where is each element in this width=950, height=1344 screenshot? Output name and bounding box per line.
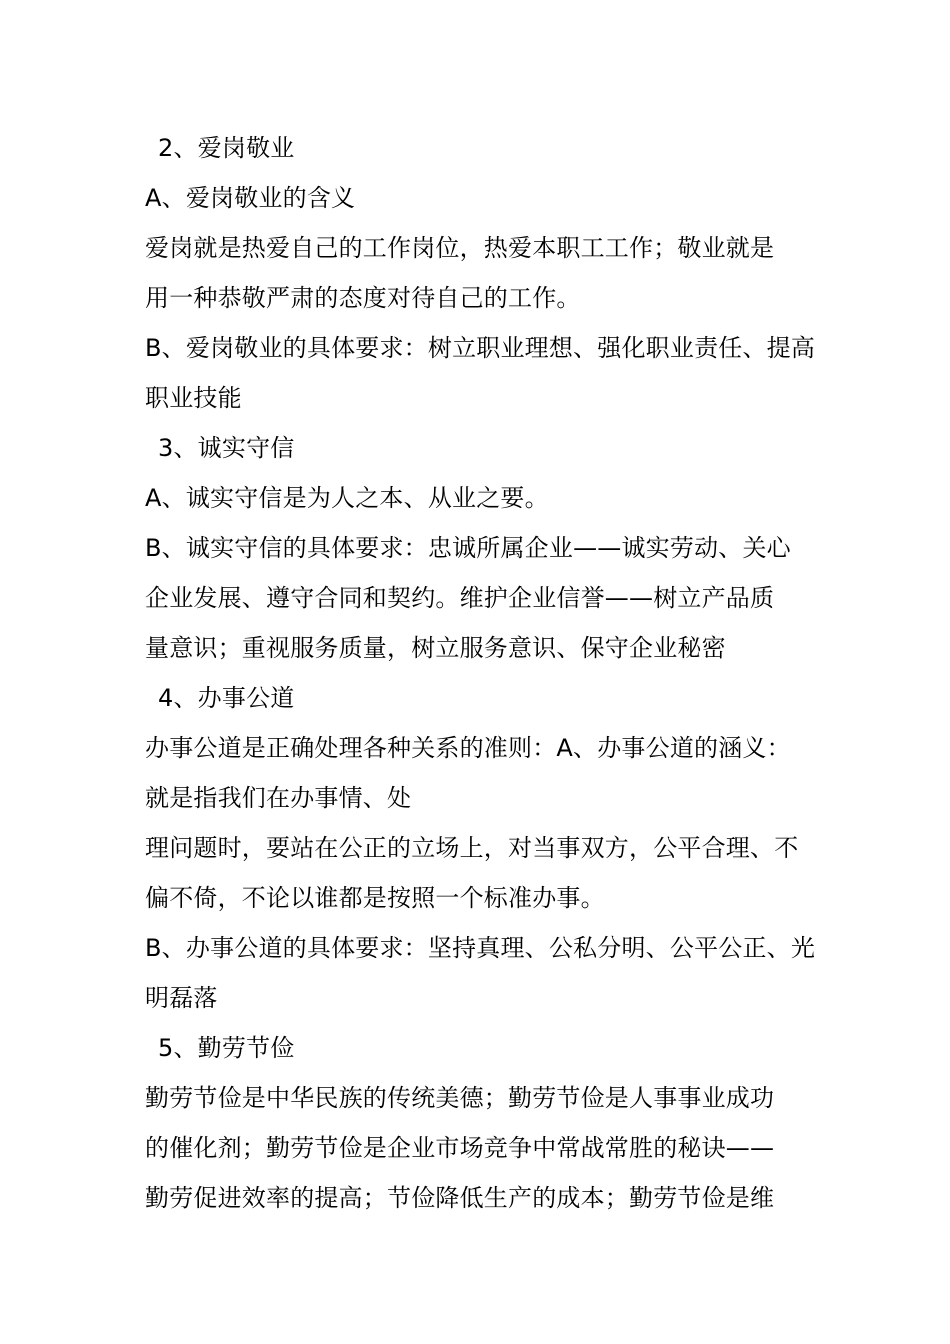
paragraph-line: 企业发展、遵守合同和契约。维护企业信誉——树立产品质	[145, 584, 775, 612]
paragraph-line: 用一种恭敬严肃的态度对待自己的工作。	[145, 284, 581, 312]
paragraph-line: B、爱岗敬业的具体要求：树立职业理想、强化职业责任、提高	[145, 334, 816, 362]
paragraph-line: B、办事公道的具体要求：坚持真理、公私分明、公平公正、光	[145, 934, 816, 962]
paragraph-line: A、爱岗敬业的含义	[145, 184, 356, 212]
paragraph-line: 职业技能	[145, 384, 242, 412]
section-heading-3: 3、诚实守信	[158, 434, 295, 462]
paragraph-line: 就是指我们在办事情、处	[145, 784, 412, 812]
paragraph-line: 勤劳节俭是中华民族的传统美德；勤劳节俭是人事事业成功	[145, 1084, 775, 1112]
paragraph-line: B、诚实守信的具体要求：忠诚所属企业——诚实劳动、关心	[145, 534, 791, 562]
section-heading-2: 2、爱岗敬业	[158, 134, 295, 162]
paragraph-line: 的催化剂；勤劳节俭是企业市场竞争中常战常胜的秘诀——	[145, 1134, 775, 1162]
paragraph-line: 偏不倚，不论以谁都是按照一个标准办事。	[145, 884, 605, 912]
paragraph-line: 理问题时，要站在公正的立场上，对当事双方，公平合理、不	[145, 834, 799, 862]
paragraph-line: A、诚实守信是为人之本、从业之要。	[145, 484, 549, 512]
paragraph-line: 明磊落	[145, 984, 218, 1012]
section-heading-4: 4、办事公道	[158, 684, 295, 712]
paragraph-line: 办事公道是正确处理各种关系的准则：A、办事公道的涵义：	[145, 734, 791, 762]
section-heading-5: 5、勤劳节俭	[158, 1034, 295, 1062]
paragraph-line: 勤劳促进效率的提高；节俭降低生产的成本；勤劳节俭是维	[145, 1184, 775, 1212]
paragraph-line: 量意识；重视服务质量，树立服务意识、保守企业秘密	[145, 634, 726, 662]
paragraph-line: 爱岗就是热爱自己的工作岗位，热爱本职工工作；敬业就是	[145, 234, 775, 262]
document-body	[145, 123, 816, 1223]
